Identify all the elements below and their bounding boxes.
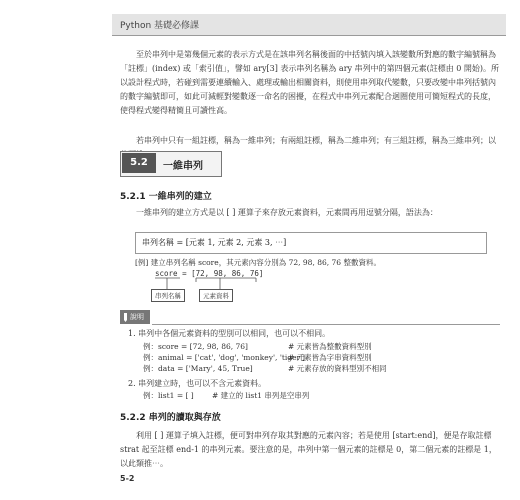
example-row-comment: # 元素皆為整數資料型別 [288, 342, 372, 351]
note-label: 說明 [130, 313, 144, 321]
example-row-comment: # 建立的 list1 串列是空串列 [212, 391, 310, 400]
section-title: 一維串列 [163, 161, 203, 172]
label-element-data: 元素資料 [199, 289, 233, 302]
subheading-create: 5.2.1 一維串列的建立 [120, 192, 212, 202]
example-code: score = [72, 98, 86, 76] [155, 269, 264, 278]
label-list-name: 串列名稱 [151, 289, 185, 302]
page-number: 5-2 [120, 474, 135, 483]
subheading-access: 5.2.2 串列的讀取與存放 [120, 413, 221, 423]
note-item-2: 2. 串列建立時，也可以不含元素資料。 [128, 379, 267, 388]
example-row-code: 例：list1 = [ ] [143, 391, 194, 400]
syntax-text: 串列名稱 = [元素 1, 元素 2, 元素 3, ⋯] [142, 238, 287, 247]
header-divider [112, 35, 506, 36]
note-item-1: 1. 串列中各個元素資料的型別可以相同，也可以不相同。 [128, 329, 331, 338]
example-row-code: 例：score = [72, 98, 86, 76] [143, 342, 248, 351]
section-number: 5.2 [122, 153, 156, 173]
access-paragraph: 利用 [ ] 運算子填入註標，便可對串列存取其對應的元素內容；若是使用 [start:end]，便是存取註標 strat 起至註標 end-1 的串列元素。要注意的是，串列中第一個元素的註標是 0，第二個元素的註標是 1，以此類推⋯。 [120, 431, 497, 468]
running-header-title: Python 基礎必修課 [120, 21, 200, 31]
example-row-code: 例：data = ['Mary', 45, True] [143, 364, 253, 373]
example-row-comment: # 元素皆為字串資料型別 [288, 353, 372, 362]
example-row-code: 例：animal = ['cat', 'dog', 'monkey', 'tiger'] [143, 353, 306, 362]
intro-paragraph: 至於串列中是第幾個元素的表示方式是在該串列名稱後面的中括號內填入該變數所對應的數字編號稱為「註標」(index) 或「索引值」，譬如 ary[3] 表示串列名稱為 ary 串列中的第四個元素(註標由 0 開始)。所以設計程式時，若碰到需要連續輸入、處理或輸出相關資料，則使用串列取代變數，只要改變中串列括號內的數字編號即可，如此可減輕對變數逐一命名的困擾，在程式中串列元素配合迴圈使用可簡短程式的長度，使得程式變得精簡且可讀性高。 [120, 50, 500, 115]
note-divider [152, 324, 500, 325]
example-caption: [例] 建立串列名稱 score，其元素內容分別為 72, 98, 86, 76 整數資料。 [135, 258, 381, 267]
pencil-icon [122, 313, 129, 322]
example-row-comment: # 元素存放的資料型別不相同 [288, 364, 387, 373]
create-paragraph: 一維串列的建立方式是以 [ ] 運算子來存放元素資料，元素間再用逗號分隔，語法為： [136, 208, 438, 217]
dimensions-paragraph: 若串列中只有一組註標，稱為一維串列；有兩組註標，稱為二維串列；有三組註標，稱為三維串列；以 [136, 136, 496, 145]
